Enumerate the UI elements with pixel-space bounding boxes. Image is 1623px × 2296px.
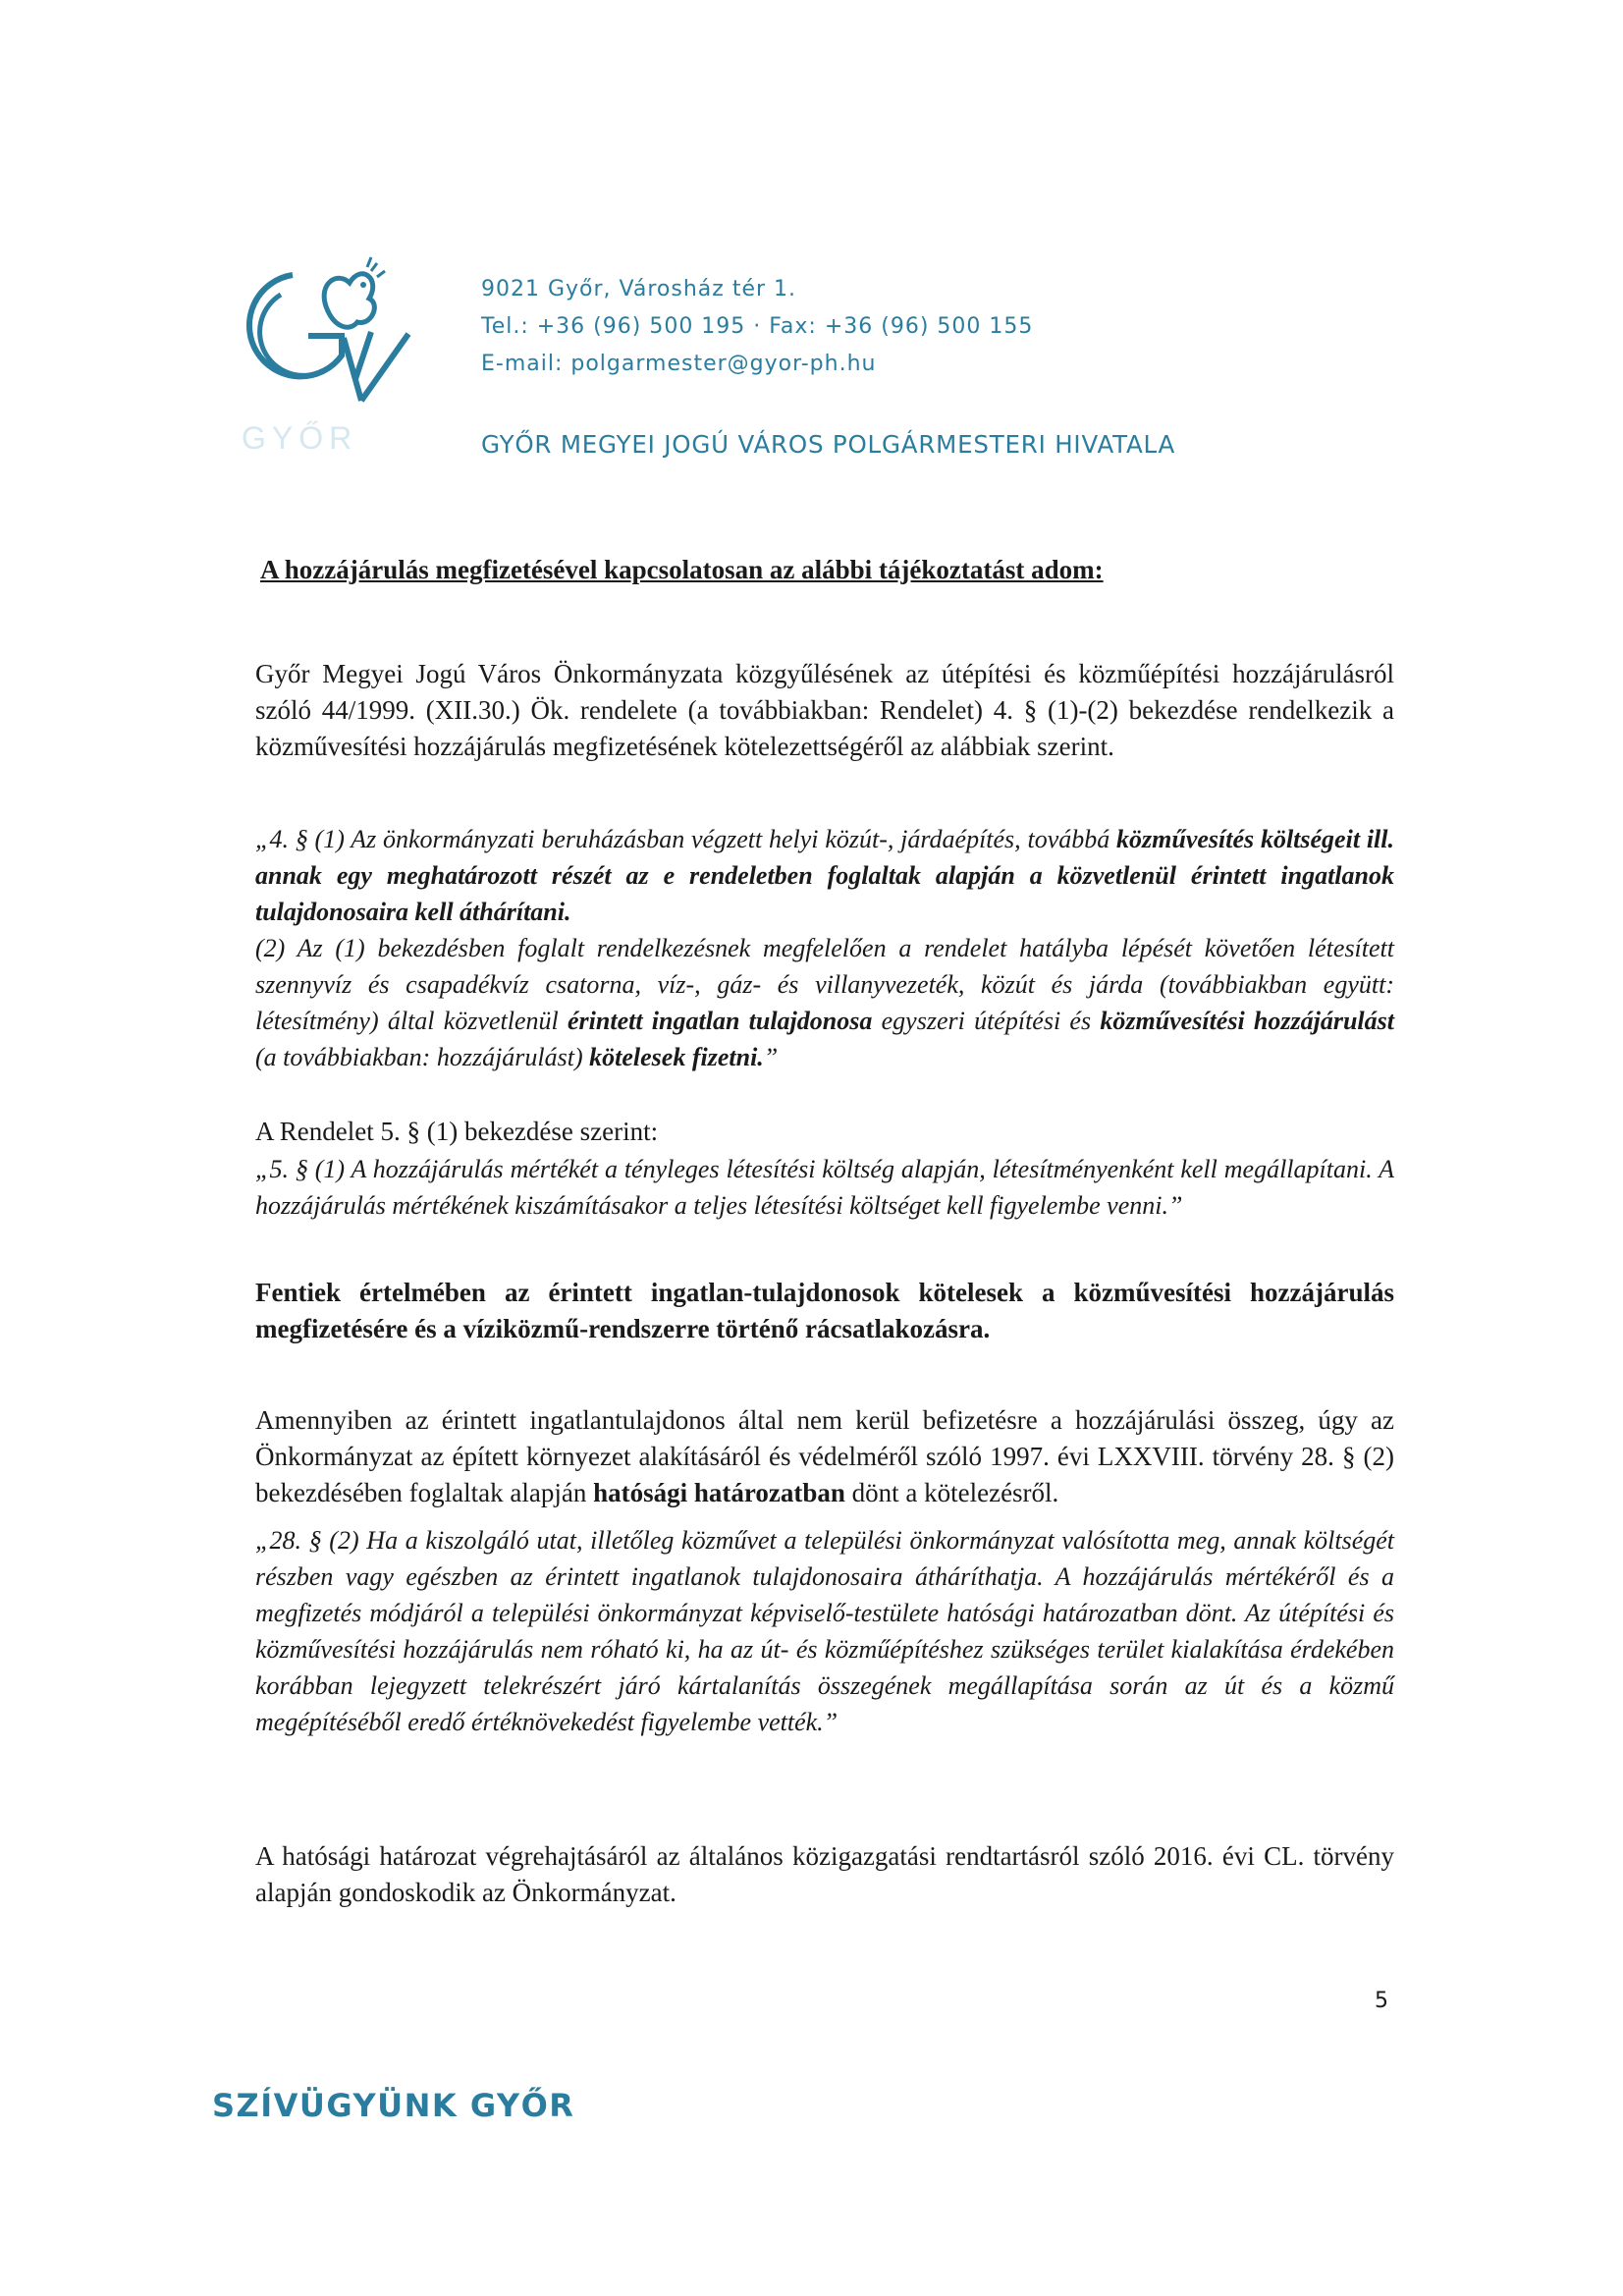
quote4-p2-text-3: (a továbbiakban: hozzájárulást)	[255, 1043, 590, 1071]
quote4-p2-text-2: egyszeri útépítési és	[872, 1007, 1101, 1035]
quote4-p2-bold-contribution: közművesítési hozzájárulást	[1100, 1007, 1394, 1035]
phone-fax: Tel.: +36 (96) 500 195 · Fax: +36 (96) 500 155	[481, 314, 1034, 339]
email: E-mail: polgarmester@gyor-ph.hu	[481, 352, 877, 376]
section-heading: A hozzájárulás megfizetésével kapcsolatosan az alábbi tájékoztatást adom:	[260, 555, 1104, 584]
quote4-p2-text: (2) Az (1) bekezdésben foglalt rendelkezésnek megfelelően a rendelet hatályba lépését követően létesített szennyvíz és csapadékvíz csatorna, víz-, gáz- és villanyvezeték, közút és járda (továbbiakban együtt: létesítmény) által közvetlenül	[255, 934, 1394, 1035]
quote-section-5: „5. § (1) A hozzájárulás mértékét a tényleges létesítési költség alapján, létesítményenként kell megállapítani. A hozzájárulás mértékének kiszámításakor a teljes létesítési költséget kell figyelembe venni.”	[255, 1155, 1394, 1220]
quote4-p1-bold: közművesítés költségeit ill. annak egy meghatározott részét az e rendeletben foglaltak alapján a közvetlenül érintett ingatlanok tulajdonosaira kell áthárítani.	[255, 825, 1395, 926]
quote-section-4	[255, 821, 1394, 1075]
nonpayment-text: Amennyiben az érintett ingatlantulajdonos által nem kerül befizetésre a hozzájárulási összeg, úgy az Önkormányzat az épített környezet alakításáról és védelméről szóló 1997. évi LXXVIII. törvény 28. § (2) bekezdésében foglaltak alapján	[255, 1405, 1394, 1507]
header-contact	[481, 271, 1033, 383]
quote4-p2-bold-owner: érintett ingatlan tulajdonosa	[568, 1007, 873, 1035]
conclusion-paragraph: Fentiek értelmében az érintett ingatlan-tulajdonosok kötelesek a közművesítési hozzájárulás megfizetésére és a víziközmű-rendszerre történő rácsatlakozásra.	[255, 1278, 1394, 1343]
nonpayment-paragraph	[255, 1402, 1394, 1511]
nonpayment-bold: hatósági határozatban	[593, 1478, 845, 1507]
address: 9021 Győr, Városház tér 1.	[481, 277, 797, 301]
logo-city-name: GYŐR	[242, 420, 358, 456]
rendelet5-intro: A Rendelet 5. § (1) bekezdése szerint:	[255, 1117, 659, 1146]
quote4-closing-mark: ”	[763, 1043, 779, 1071]
intro-paragraph: Győr Megyei Jogú Város Önkormányzata közgyűlésének az útépítési és közműépítési hozzájárulásról szóló 44/1999. (XII.30.) Ök. rendelete (a továbbiakban: Rendelet) 4. § (1)-(2) bekezdése rendelkezik a közművesítési hozzájárulás megfizetésének kötelezettségéről az alábbiak szerint.	[255, 659, 1394, 761]
quote4-p2-bold-obligation: kötelesek fizetni.	[589, 1043, 764, 1071]
rooster-logo-icon	[224, 253, 420, 410]
quote4-p1-text: „4. § (1) Az önkormányzati beruházásban végzett helyi közút-, járdaépítés, továbbá	[255, 825, 1117, 853]
page-number: 5	[1375, 1989, 1388, 2013]
quote-section-28: „28. § (2) Ha a kiszolgáló utat, illetőleg közművet a települési önkormányzat valósította meg, annak költségét részben vagy egészben az érintett ingatlanok tulajdonosaira átháríthatja. A hozzájárulás mértékéről és a megfizetés módjáról a települési önkormányzat képviselő-testülete hatósági határozatban dönt. Az útépítési és közművesítési hozzájárulás nem róható ki, ha az út- és közműépítéshez szükséges terület kialakítása érdekében korábban lejegyzett telekrészért járó kártalanítás összegének megállapítása során az út és a közmű megépítéséből eredő értéknövekedést figyelembe vették.”	[255, 1526, 1394, 1736]
footer-slogan: SZÍVÜGYÜNK GYŐR	[212, 2087, 575, 2124]
city-logo	[224, 253, 420, 410]
enforcement-paragraph: A hatósági határozat végrehajtásáról az általános közigazgatási rendtartásról szóló 2016. évi CL. törvény alapján gondoskodik az Önkormányzat.	[255, 1841, 1394, 1907]
nonpayment-text-end: dönt a kötelezésről.	[844, 1478, 1059, 1507]
office-name: GYŐR MEGYEI JOGÚ VÁROS POLGÁRMESTERI HIVATALA	[481, 430, 1176, 459]
